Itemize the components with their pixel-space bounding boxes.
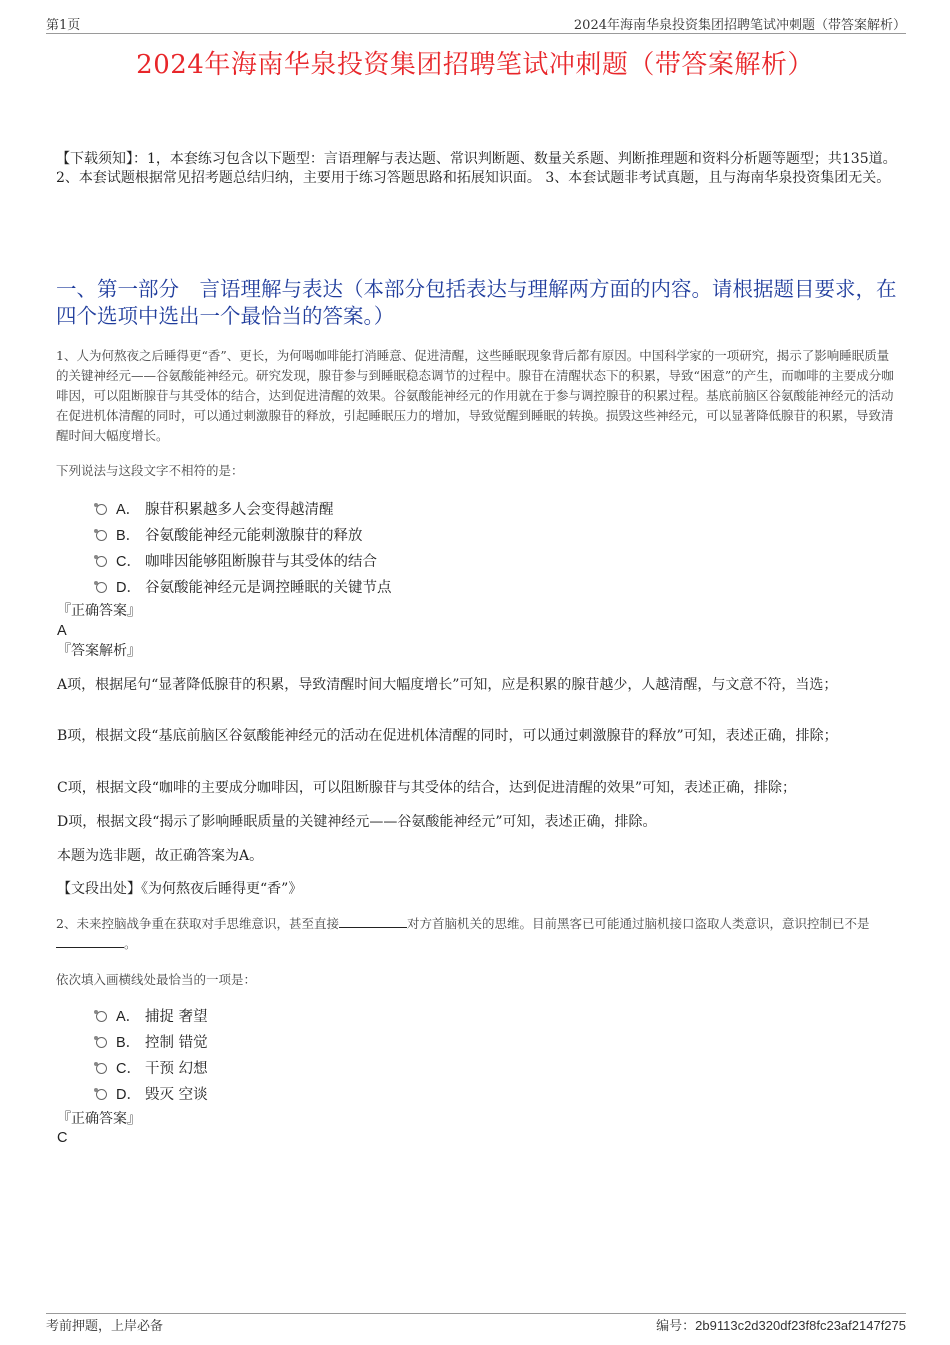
option-text: 毁灭 空谈: [145, 1087, 208, 1103]
section-heading: 一、第一部分 言语理解与表达（本部分包括表达与理解两方面的内容。请根据题目要求，在四个选项中选出一个最恰当的答案。）: [56, 277, 897, 328]
option-text: 腺苷积累越多人会变得越清醒: [145, 502, 334, 518]
radio-button[interactable]: [96, 1011, 107, 1022]
option-letter: C．: [116, 1061, 141, 1077]
option-letter: D．: [116, 580, 141, 596]
header-title: 2024年海南华泉投资集团招聘笔试冲刺题（带答案解析）: [573, 18, 906, 33]
radio-button[interactable]: [96, 530, 107, 541]
option-text: 咖啡因能够阻断腺苷与其受体的结合: [145, 554, 377, 570]
page-header: [46, 14, 906, 34]
option-text: 控制 错觉: [145, 1035, 208, 1051]
answer-value: C: [57, 1130, 68, 1146]
option-letter: B．: [116, 528, 141, 544]
answer-label: 『正确答案』: [57, 1111, 141, 1127]
download-notice: 【下载须知】：1，本套练习包含以下题型：言语理解与表达题、常识判断题、数量关系题、判断推理题和资料分析题等题型；共135道。 2、本套试题根据常见招考题总结归纳，主要用于练习答题思路和拓展知识面。 3、本套试题非考试真题，且与海南华泉投资集团无关。: [56, 151, 897, 186]
analysis-item: D项，根据文段“揭示了影响睡眠质量的关键神经元——谷氨酸能神经元”可知，表述正确，排除。: [57, 814, 657, 830]
code-label: 编号：: [656, 1319, 696, 1334]
answer-value: A: [57, 623, 67, 639]
radio-button[interactable]: [96, 1089, 107, 1100]
option-text: 干预 幻想: [145, 1061, 208, 1077]
page-number: 第1页: [46, 18, 81, 33]
answer-label: 『正确答案』: [57, 603, 141, 619]
option-text: 谷氨酸能神经元能刺激腺苷的释放: [145, 528, 363, 544]
analysis-item: B项，根据文段“基底前脑区谷氨酸能神经元的活动在促进机体清醒的同时，可以通过刺激腺苷的释放”可知，表述正确，排除；: [57, 728, 838, 744]
page-footer: [46, 1313, 906, 1332]
code-value: 2b9113c2d320df23f8fc23af2147f275: [695, 1318, 906, 1333]
radio-button[interactable]: [96, 556, 107, 567]
analysis-label: 『答案解析』: [57, 643, 141, 659]
option-letter: A．: [116, 1009, 141, 1025]
option-letter: C．: [116, 554, 141, 570]
document-title: 2024年海南华泉投资集团招聘笔试冲刺题（带答案解析）: [136, 50, 814, 80]
analysis-conclusion: 本题为选非题，故正确答案为A。: [57, 848, 264, 864]
question-1-prompt: 下列说法与这段文字不相符的是：: [56, 463, 244, 478]
question-2-prompt: 依次填入画横线处最恰当的一项是：: [56, 972, 257, 987]
passage-part: 。: [124, 936, 137, 951]
radio-button[interactable]: [96, 1037, 107, 1048]
passage-part: 2、未来控脑战争重在获取对手思维意识，甚至直接: [56, 916, 339, 931]
radio-button[interactable]: [96, 1063, 107, 1074]
option-letter: B．: [116, 1035, 141, 1051]
footer-slogan: 考前押题，上岸必备: [46, 1319, 164, 1334]
fill-blank-1: [339, 915, 407, 928]
passage-part: 对方首脑机关的思维。目前黑客已可能通过脑机接口盗取人类意识，意识控制已不是: [406, 916, 870, 931]
fill-blank-2: [56, 935, 124, 948]
option-letter: A．: [116, 502, 141, 518]
document-code: [656, 1315, 906, 1334]
option-text: 捕捉 奢望: [145, 1009, 208, 1025]
analysis-item: A项，根据尾句“显著降低腺苷的积累，导致清醒时间大幅度增长”可知，应是积累的腺苷越少，人越清醒，与文意不符，当选；: [57, 677, 838, 693]
option-text: 谷氨酸能神经元是调控睡眠的关键节点: [145, 580, 392, 596]
option-letter: D．: [116, 1087, 141, 1103]
question-2-passage: [56, 914, 898, 954]
radio-button[interactable]: [96, 582, 107, 593]
question-1-passage: 1、人为何熬夜之后睡得更“香”、更长，为何喝咖啡能打消睡意、促进清醒，这些睡眠现象背后都有原因。中国科学家的一项研究，揭示了影响睡眠质量的关键神经元——谷氨酸能神经元。研究发现，腺苷参与到睡眠稳态调节的过程中。腺苷在清醒状态下的积累，导致“困意”的产生，而咖啡的主要成分咖啡因，可以阻断腺苷与其受体的结合，达到促进清醒的效果。谷氨酸能神经元的作用就在于参与调控腺苷的积累过程。基底前脑区谷氨酸能神经元的活动在促进机体清醒的同时，可以通过刺激腺苷的释放，引起睡眠压力的增加，导致觉醒到睡眠的转换。损毁这些神经元，可以显著降低腺苷的积累，导致清醒时间大幅度增长。: [56, 348, 894, 443]
radio-button[interactable]: [96, 504, 107, 515]
source-note: 【文段出处】《为何熬夜后睡得更“香”》: [57, 881, 303, 897]
analysis-item: C项，根据文段“咖啡的主要成分咖啡因，可以阻断腺苷与其受体的结合，达到促进清醒的效果”可知，表述正确，排除；: [57, 780, 797, 796]
